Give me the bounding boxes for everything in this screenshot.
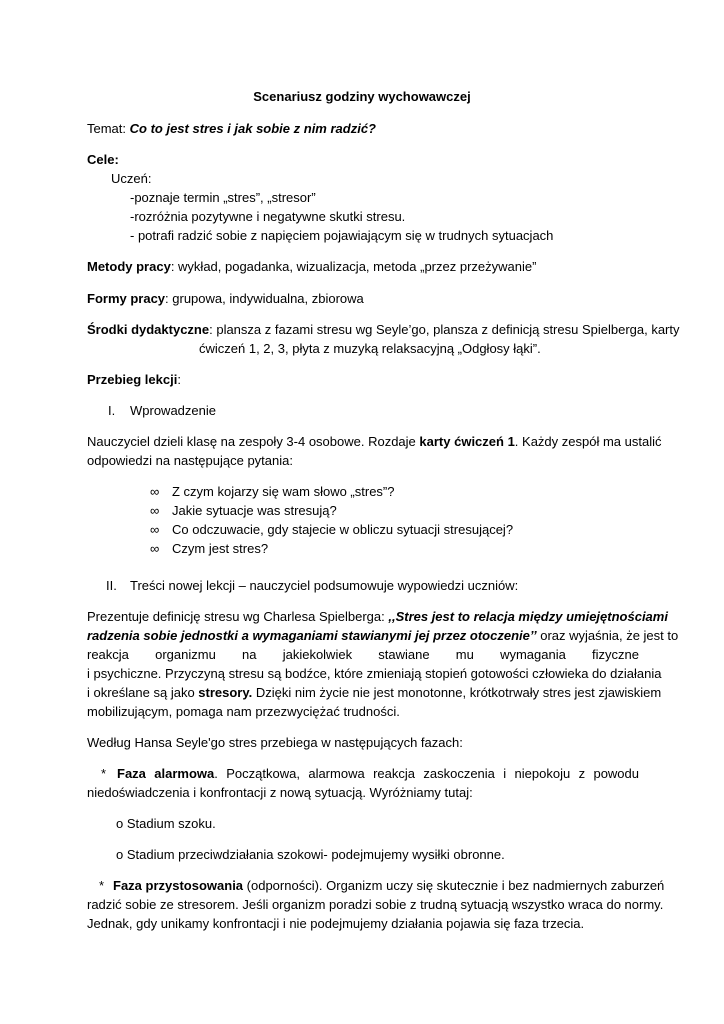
- list-item: ∞ Z czym kojarzy się wam słowo „stres”?: [150, 484, 395, 499]
- faza-przystosowania-name: Faza przystosowania: [113, 878, 244, 893]
- stadium-item: o Stadium przeciwdziałania szokowi- podejmujemy wysiłki obronne.: [116, 847, 505, 862]
- stadium-item: o Stadium szoku.: [116, 816, 216, 831]
- spielberg-definition: radzenia sobie jednostki a wymaganiami stawianymi jej przez otoczenie’’: [87, 628, 537, 643]
- definition-line: reakcja organizmu na jakiekolwiek stawiane mu wymagania fizyczne: [87, 647, 639, 662]
- przebieg-label: Przebieg lekcji: [87, 372, 178, 387]
- karty-cwiczen: karty ćwiczeń 1: [419, 434, 515, 449]
- faza-alarmowa-line: * Faza alarmowa. Początkowa, alarmowa reakcja zaskoczenia i niepokoju z powodu: [101, 766, 639, 781]
- list-item: ∞ Czym jest stres?: [150, 541, 269, 556]
- infinity-bullet-icon: ∞: [150, 484, 160, 499]
- temat-value: Co to jest stres i jak sobie z nim radzić?: [129, 121, 376, 136]
- list-item: ∞ Jakie sytuacje was stresują?: [150, 503, 337, 518]
- cele-item: -poznaje termin „stres”, „stresor”: [130, 190, 316, 205]
- section1-num: I.: [108, 403, 116, 418]
- definition-line: radzenia sobie jednostki a wymaganiami stawianymi jej przez otoczenie’’ oraz wyjaśnia, że jest to: [87, 628, 679, 643]
- faza-przystosowania-line: * Faza przystosowania (odporności). Organizm uczy się skutecznie i bez nadmiernych zaburzeń: [99, 878, 665, 893]
- cele-item: -rozróżnia pozytywne i negatywne skutki stresu.: [130, 209, 406, 224]
- list-item: ∞ Co odczuwacie, gdy stajecie w obliczu sytuacji stresującej?: [150, 522, 514, 537]
- infinity-bullet-icon: ∞: [150, 522, 160, 537]
- spielberg-definition: ,,Stres jest to relacja między umiejętnościami: [388, 609, 668, 624]
- asterisk: *: [99, 878, 105, 893]
- section1-title: Wprowadzenie: [130, 403, 216, 418]
- temat-line: [87, 120, 376, 138]
- definition-line: Prezentuje definicję stresu wg Charlesa Spielberga: ,,Stres jest to relacja między umiejętnościami: [87, 609, 668, 624]
- paragraph-intro-line: odpowiedzi na następujące pytania:: [87, 453, 293, 468]
- faza-przystosowania-line: radzić sobie ze stresorem. Jeśli organizm poradzi sobie z trudną sytuacją wszystko wraca do normy.: [87, 897, 664, 912]
- przebieg-heading: [87, 371, 181, 389]
- formy-value: : grupowa, indywidualna, zbiorowa: [165, 291, 364, 306]
- srodki-label: Środki dydaktyczne: [87, 322, 210, 337]
- temat-label: Temat:: [87, 121, 127, 136]
- faza-przystosowania-line: Jednak, gdy unikamy konfrontacji i nie podejmujemy działania pojawia się faza trzecia.: [87, 916, 585, 931]
- stresory-term: stresory.: [198, 685, 253, 700]
- srodki-line2: ćwiczeń 1, 2, 3, płyta z muzyką relaksacyjną „Odgłosy łąki”.: [199, 341, 541, 356]
- definition-line: i określane są jako stresory. Dzięki nim życie nie jest monotonne, krótkotrwały stres jest zjawiskiem: [87, 685, 662, 700]
- asterisk: *: [101, 766, 107, 781]
- seyle-intro: Według Hansa Seyle'go stres przebiega w następujących fazach:: [87, 735, 463, 750]
- przebieg-colon: :: [177, 372, 181, 387]
- metody-label: Metody pracy: [87, 259, 171, 274]
- page-title: Scenariusz godziny wychowawczej: [253, 89, 471, 104]
- srodki-line: [87, 321, 680, 339]
- faza-alarmowa-name: Faza alarmowa: [117, 766, 215, 781]
- metody-line: [87, 258, 536, 276]
- cele-uczen: Uczeń:: [111, 171, 152, 186]
- metody-value: : wykład, pogadanka, wizualizacja, metoda „przez przeżywanie”: [170, 259, 537, 274]
- section2-title: Treści nowej lekcji – nauczyciel podsumowuje wypowiedzi uczniów:: [130, 578, 519, 593]
- formy-label: Formy pracy: [87, 291, 166, 306]
- definition-line: i psychiczne. Przyczyną stresu są bodźce, które zmieniają stopień gotowości człowieka do działania: [87, 666, 662, 681]
- formy-line: [87, 290, 364, 308]
- cele-label: Cele:: [87, 152, 119, 167]
- paragraph-intro-line: Nauczyciel dzieli klasę na zespoły 3-4 osobowe. Rozdaje karty ćwiczeń 1. Każdy zespół ma ustalić: [87, 434, 662, 449]
- section2-num: II.: [106, 578, 117, 593]
- definition-line: mobilizującym, pomaga nam przezwyciężać trudności.: [87, 704, 400, 719]
- faza-alarmowa-line: niedoświadczenia i konfrontacji z nową sytuacją. Wyróżniamy tutaj:: [87, 785, 473, 800]
- infinity-bullet-icon: ∞: [150, 503, 160, 518]
- infinity-bullet-icon: ∞: [150, 541, 160, 556]
- cele-item: - potrafi radzić sobie z napięciem pojawiającym się w trudnych sytuacjach: [130, 228, 554, 243]
- srodki-line1: : plansza z fazami stresu wg Seyle’go, plansza z definicją stresu Spielberga, karty: [209, 322, 680, 337]
